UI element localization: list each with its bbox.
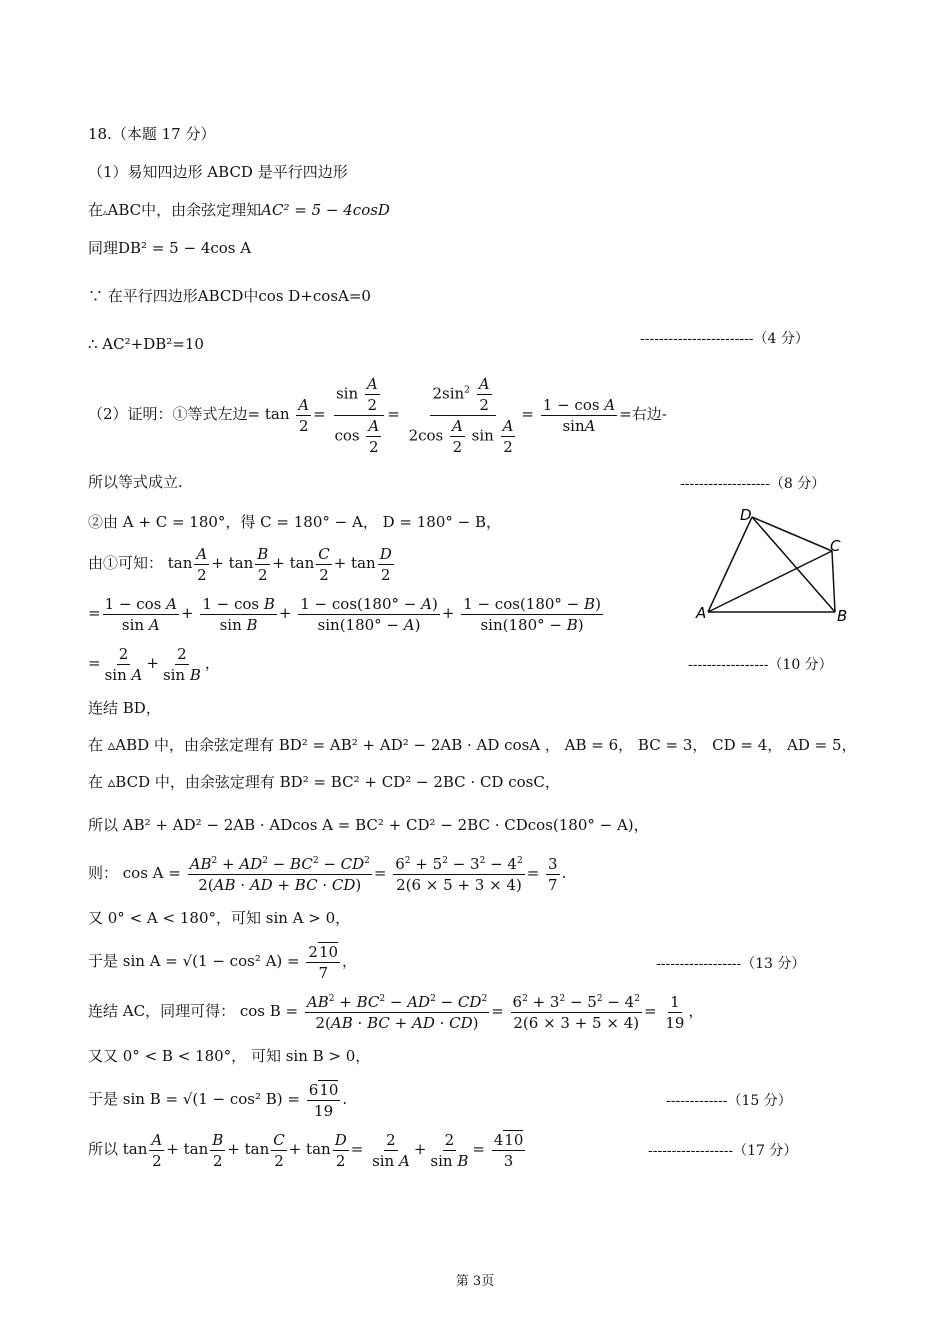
final-result: 所以 tan $\frac{A}{2}$ + tan $\frac{B}{2}$ + tan $\frac{C}{2}$ + tan $\frac{D}{2}$ = $\frac{2}{\text{sin A}}$ + $\frac{2}{\text{sin B}}$ = $\frac{410}{3}$ bbox=[88, 1130, 524, 1170]
part1-line5: ∴ AC²+DB²=10 bbox=[88, 335, 204, 353]
page-footer: 第 3页 bbox=[455, 1274, 495, 1289]
cos-b-line: 连结 AC，同理可得： cos B = $\frac{AB^2 + BC^2 - AD^2 - CD^2}{2(AB \cdot BC + AD \cdot CD)}$ = $\frac{6^2 + 3^2 - 5^2 - 4^2}{2(6 \times 3 + 5 \times 4)}$ = $\frac{1}{19}$ ， bbox=[88, 992, 704, 1032]
label-a: A bbox=[696, 604, 707, 622]
sin-b-positive: 又又 0° < B < 180°， 可知 sin B > 0， bbox=[88, 1047, 371, 1065]
sin-a-positive: 又 0° < A < 180°，可知 sin A > 0， bbox=[88, 909, 351, 927]
score-17: ------------------（17 分） bbox=[648, 1143, 798, 1159]
part1-line4: ∵ 在平行四边形ABCD中cos D+cosA=0 bbox=[88, 287, 371, 305]
diagonal-ac bbox=[708, 551, 832, 612]
cos-a-line: 则： cos A = $\frac{AB^2 + AD^2 - BC^2 - CD^2}{2(AB \cdot AD + BC \cdot CD)}$ = $\frac{6^2 + 5^2 - 3^2 - 4^2}{2(6 \times 5 + 3 \times 4)}$ = $\frac{3}{7}$ . bbox=[88, 854, 567, 894]
sin-a-value: 于是 sin A = √(1 − cos² A) = $\frac{210}{7}$ ， bbox=[88, 942, 358, 982]
equate-bd: 所以 AB² + AD² − 2AB · ADcos A = BC² + CD² − 2BC · CDcos(180° − A)， bbox=[88, 816, 649, 834]
score-15: -------------（15 分） bbox=[666, 1093, 792, 1109]
part1-line1: （1）易知四边形 ABCD 是平行四边形 bbox=[88, 163, 348, 181]
diagonal-bd bbox=[752, 517, 835, 612]
score-10: -----------------（10 分） bbox=[688, 657, 833, 673]
label-b: B bbox=[837, 607, 848, 625]
part1-line3: 同理DB² = 5 − 4cos A bbox=[88, 239, 252, 257]
cosine-law-bcd: 在 ▵BCD 中，由余弦定理有 BD² = BC² + CD² − 2BC · CD cosC， bbox=[88, 773, 560, 791]
label-c: C bbox=[830, 537, 841, 555]
quadrilateral-figure bbox=[690, 500, 860, 630]
edge-cd bbox=[752, 517, 832, 551]
part2-line3: ②由 A + C = 180°，得 C = 180° − A， D = 180° − B， bbox=[88, 513, 501, 531]
proof-conclusion: 所以等式成立. bbox=[88, 473, 183, 491]
label-d: D bbox=[740, 506, 752, 524]
tan-sum-result: = $\frac{2}{\text{sin A}}$ + $\frac{2}{\text{sin B}}$ ， bbox=[88, 644, 220, 684]
problem-title: 18.（本题 17 分） bbox=[88, 125, 216, 143]
sin-b-value: 于是 sin B = √(1 − cos² B) = $\frac{610}{19}$ . bbox=[88, 1080, 348, 1120]
edge-da bbox=[708, 517, 752, 612]
connect-bd: 连结 BD， bbox=[88, 699, 161, 717]
score-4: ------------------------（4 分） bbox=[640, 331, 809, 347]
edge-bc bbox=[832, 551, 835, 612]
score-13: ------------------（13 分） bbox=[656, 956, 806, 972]
tan-sum-expanded: = $\frac{\text{1 − cos A}}{\text{sin A}}$ + $\frac{\text{1 − cos B}}{\text{sin B}}$ + $\frac{1 - \cos(180^\circ - A)}{\sin(180^\circ - A)}$ + $\frac{1 - \cos(180^\circ - B)}{\sin(180^\circ - B)}$ bbox=[88, 594, 601, 634]
score-8: -------------------（8 分） bbox=[680, 476, 826, 492]
part1-line2: 在▵ABC中，由余弦定理知AC² = 5 − 4cosD bbox=[88, 201, 390, 219]
cosine-law-abd: 在 ▵ABD 中，由余弦定理有 BD² = AB² + AD² − 2AB · AD cosA ， AB = 6， BC = 3， CD = 4， AD = 5， bbox=[88, 736, 857, 754]
tan-sum-line: 由①可知： tan $\frac{A}{2}$ + tan $\frac{B}{2}$ + tan $\frac{C}{2}$ + tan $\frac{D}{2}$ bbox=[88, 544, 392, 584]
part2-proof-line: （2）证明：①等式左边= tan $\frac{A}{2}$ = sin $\frac{A}{2}$ cos $\frac{A}{2}$ = $2\sin^2$ $\frac{A}{2}$ 2cos $\frac{A}{2}$ sin $\frac{A}{2}$ = $\frac{\text{1 − cos A}}{\sin A}$ =右边- bbox=[88, 374, 667, 456]
